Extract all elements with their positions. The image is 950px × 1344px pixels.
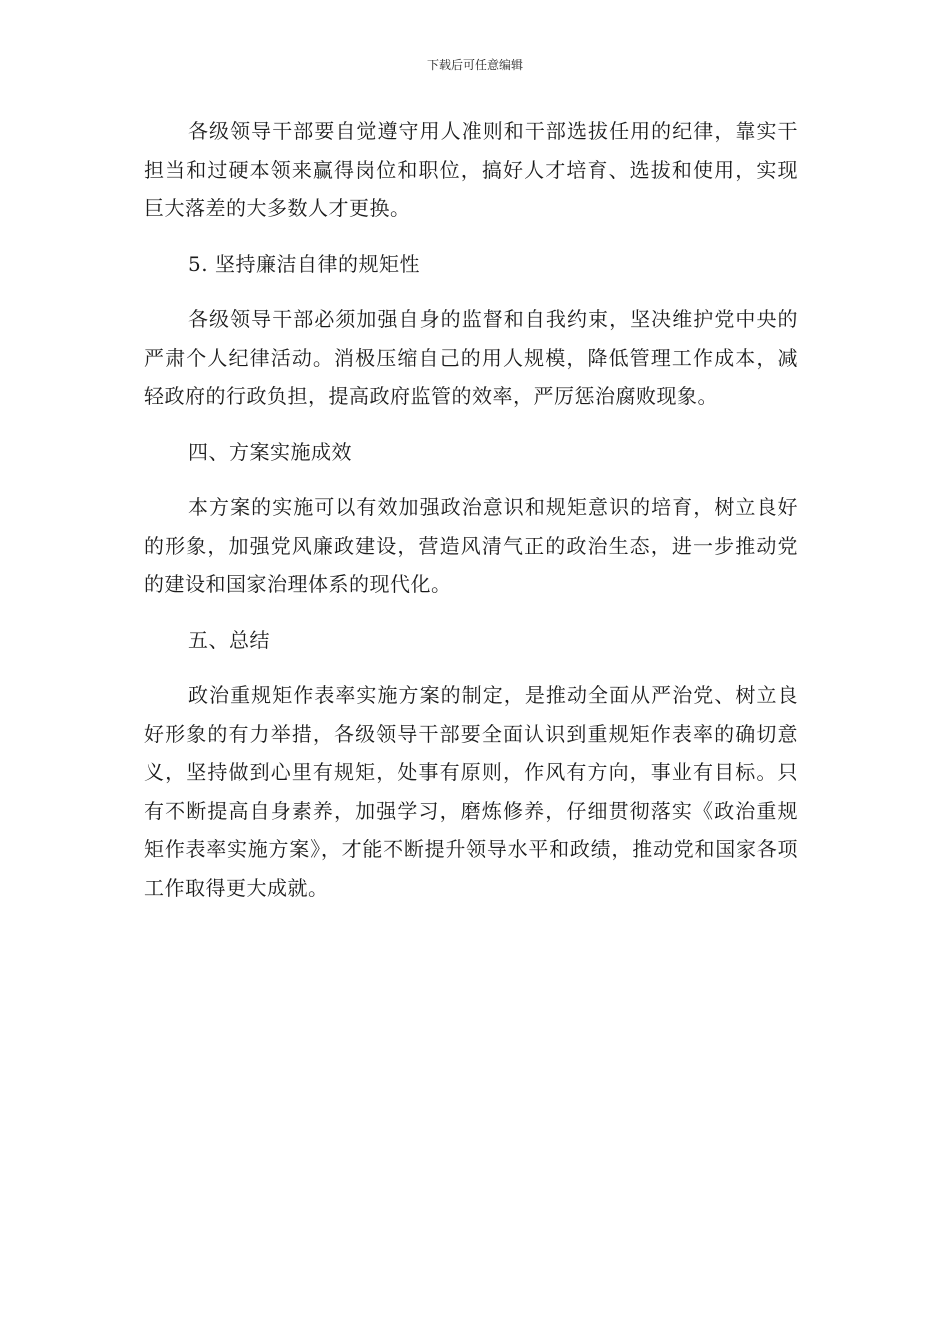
- section-heading-summary: 五、总结: [188, 627, 270, 652]
- document-body: [144, 112, 798, 924]
- paragraph-summary: 政治重规矩作表率实施方案的制定，是推动全面从严治党、树立良好形象的有力举措，各级领导干部要全面认识到重规矩作表率的确切意义，坚持做到心里有规矩，处事有原则，作风有方向，事业有目标。只有不断提高自身素养，加强学习，磨炼修养，仔细贯彻落实《政治重规矩作表率实施方案》，才能不断提升领导水平和政绩，推动党和国家各项工作取得更大成就。: [144, 683, 798, 900]
- section-heading-results: 四、方案实施成效: [188, 439, 352, 464]
- paragraph-cadre-selection: 各级领导干部要自觉遵守用人准则和干部选拔任用的纪律，靠实干担当和过硬本领来赢得岗位和职位，搞好人才培育、选拔和使用，实现巨大落差的大多数人才更换。: [144, 119, 798, 220]
- paragraph-results: 本方案的实施可以有效加强政治意识和规矩意识的培育，树立良好的形象，加强党风廉政建设，营造风清气正的政治生态，进一步推动党的建设和国家治理体系的现代化。: [144, 495, 798, 596]
- header-note: 下载后可任意编辑: [426, 58, 523, 72]
- paragraph-self-discipline: 各级领导干部必须加强自身的监督和自我约束，坚决维护党中央的严肃个人纪律活动。消极压缩自己的用人规模，降低管理工作成本，减轻政府的行政负担，提高政府监管的效率，严厉惩治腐败现象。: [144, 307, 798, 408]
- section-heading-integrity: 5. 坚持廉洁自律的规矩性: [188, 251, 420, 276]
